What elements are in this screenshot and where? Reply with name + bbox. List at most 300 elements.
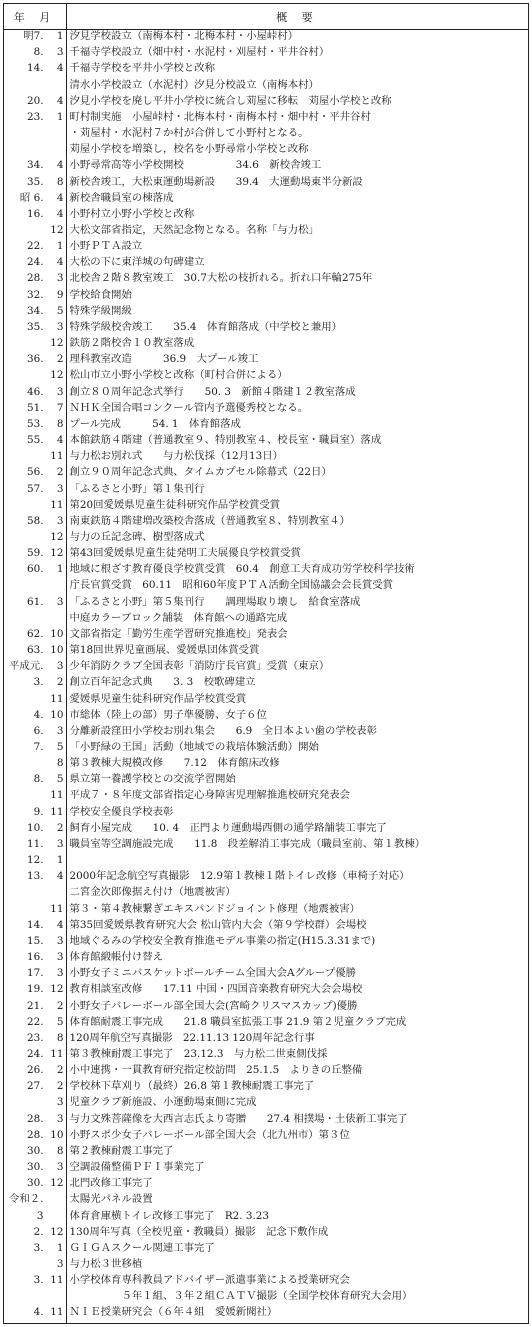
date-cell: [4, 854, 66, 870]
date-cell: [4, 1129, 66, 1145]
month-label: 11: [50, 902, 64, 915]
month-label: 4: [56, 256, 64, 269]
date-cell: [4, 1016, 66, 1032]
event-description: 中庭カラーブロック舗装 体育館への通路完成: [69, 611, 287, 624]
table-row: [4, 272, 528, 288]
event-description: 地域に根ざす教育優良学校賞受賞 60.4 創意工夫育成功労学校科学技術: [69, 563, 415, 576]
table-row: [4, 1242, 528, 1258]
event-description: 飼育小屋完成 10. 4 正門より運動場西側の通学路舗装工事完了: [69, 821, 387, 834]
date-cell: [4, 353, 66, 369]
month-label: 7: [56, 401, 64, 414]
event-description: 第18回世界児童画展、愛媛県団体賞受賞: [69, 644, 260, 657]
table-row: [4, 240, 528, 256]
year-label: 24.: [26, 1047, 44, 1060]
date-cell: [4, 983, 66, 999]
month-label: 4: [56, 191, 64, 204]
event-description: 小野ＰＴＡ設立: [69, 240, 143, 253]
event-description: 本館鉄筋４階建（普通教室９、特別教室４、校長室・職員室）落成: [69, 434, 382, 447]
date-cell: [4, 1000, 66, 1016]
year-label: [4, 499, 44, 511]
table-row: [4, 660, 528, 676]
table-row: [4, 531, 528, 547]
month-label: 3: [56, 482, 64, 495]
date-cell: [4, 418, 66, 434]
date-cell: [4, 143, 66, 159]
month-label: 11: [50, 498, 64, 511]
year-label: 22.: [26, 240, 44, 253]
month-label: 3: [56, 385, 64, 398]
table-row: [4, 967, 528, 983]
year-label: 3.: [33, 1241, 44, 1254]
year-label: 6.: [33, 724, 44, 737]
table-row: [4, 337, 528, 353]
table-row: [4, 789, 528, 805]
year-label: 13.: [26, 870, 44, 883]
table-row: [4, 822, 528, 838]
event-description: 特殊学級開級: [69, 304, 132, 317]
year-label: 55.: [26, 434, 44, 447]
date-cell: [4, 1113, 66, 1129]
event-description: 大松の下に東洋城の句碑建立: [69, 256, 205, 269]
date-cell: [4, 741, 66, 757]
month-label: 2: [56, 999, 64, 1012]
event-description: 町村制実施 小屋峠村・北梅本村・南梅本村・畑中村・平井谷村: [69, 110, 371, 123]
event-description: 小野女子バレーボール部全国大会(宮崎クリスマスカップ)優勝: [69, 999, 358, 1012]
month-label: 12: [50, 983, 64, 996]
date-cell: [4, 30, 66, 47]
date-cell: [4, 1145, 66, 1161]
month-label: 4: [56, 62, 64, 75]
event-description: 第２教棟耐震工事完了: [69, 1144, 174, 1157]
event-description: 地域ぐるみの学校安全教育推進モデル事業の指定(H15.3.31まで): [69, 934, 376, 947]
year-label: 46.: [26, 385, 44, 398]
month-label: 8: [56, 175, 64, 188]
month-label: 10: [50, 644, 64, 657]
date-cell: [4, 1306, 66, 1323]
table-row: [4, 983, 528, 999]
table-row: [4, 369, 528, 385]
year-label: 26.: [26, 1064, 44, 1077]
event-description: 与力の丘記念碑、樹型落成式: [69, 530, 205, 543]
month-label: 3: [56, 967, 64, 980]
date-cell: [4, 305, 66, 321]
event-description: 平成７・８年度文部省指定心身障害児理解推進校研究発表会: [69, 789, 351, 802]
month-label: 2: [56, 821, 64, 834]
event-description: 体育倉庫横トイレ改修工事完了 R2. 3.23: [69, 1209, 270, 1222]
table-row: [4, 935, 528, 951]
table-row: [4, 1210, 528, 1226]
date-cell: [4, 386, 66, 402]
date-cell: [4, 483, 66, 499]
year-label: 23.: [26, 1031, 44, 1044]
table-row: [4, 644, 528, 660]
event-description: 職員室等空調施設完成 11.8 段差解消工事完成（職員室前、第１教棟）: [69, 837, 426, 850]
month-label: 2: [56, 676, 64, 689]
month-label: 1: [56, 854, 64, 867]
table-row: [4, 434, 528, 450]
month-label: 3: [56, 46, 64, 59]
month-label: [44, 1193, 64, 1205]
date-cell: [4, 1210, 66, 1226]
event-description: 空調設備整備ＰＦＩ事業完了: [69, 1161, 205, 1174]
event-description: 第３教棟耐震工事完了 23.12.3 与力松二世東側伐採: [69, 1047, 328, 1060]
event-description: 鉄筋２階校舎１０教室落成: [69, 337, 195, 350]
year-label: 23.: [26, 110, 44, 123]
date-cell: [4, 1161, 66, 1177]
year-label: 30.: [26, 1161, 44, 1174]
year-label: [4, 1096, 44, 1108]
month-label: 2: [56, 1064, 64, 1077]
event-description: 「ふるさと小野」第５集刊行 調理場取り壊し 給食室落成: [69, 595, 361, 608]
table-row: [4, 1306, 528, 1323]
date-cell: [4, 95, 66, 111]
event-description: ・苅屋村・水泥村７か村が合併して小野村となる。: [69, 127, 309, 140]
date-cell: [4, 547, 66, 563]
year-label: 24.: [26, 256, 44, 269]
year-label: 28.: [26, 1128, 44, 1141]
date-cell: [4, 628, 66, 644]
month-label: 4: [56, 918, 64, 931]
event-description: 分離新設窪田小学校お別れ集会 6.9 全日本よい歯の学校表彰: [69, 724, 377, 737]
event-description: 清水小学校設立（水泥村）汐見分校設立（南梅本村）: [69, 78, 319, 91]
event-description: 汐見小学校を廃し平井小学校に統合し苅屋に移転 苅屋小学校と改称: [69, 94, 392, 107]
year-label: 4.: [33, 708, 44, 721]
month-label: 5: [56, 1015, 64, 1028]
event-description: 二宮金次郎像据え付け（地震被害）: [69, 886, 236, 899]
date-cell: [4, 159, 66, 175]
event-description: 児童クラブ新施設、小運動場東側に完成: [69, 1096, 257, 1109]
date-cell: [4, 757, 66, 773]
table-row: [4, 1113, 528, 1129]
table-row: [4, 1177, 528, 1193]
year-label: 61.: [26, 595, 44, 608]
event-description: 少年消防クラブ全国表彰「消防庁長官賞」受賞（東京）: [69, 660, 330, 673]
year-label: [4, 1258, 44, 1270]
event-description: 千福寺学校設立（畑中村・水泥村・刈屋村・平井谷村）: [69, 46, 330, 59]
table-row: [4, 919, 528, 935]
month-label: 3: [56, 1096, 64, 1109]
table-row: [4, 547, 528, 563]
event-description: 与力松３世移植: [69, 1258, 143, 1270]
year-label: 34.: [26, 159, 44, 172]
date-cell: [4, 579, 66, 595]
year-label: 3.: [33, 1274, 44, 1287]
table-row: [4, 1080, 528, 1096]
event-description: 愛媛県児童生徒科研究作品学校賞受賞: [69, 692, 247, 705]
year-label: 8.: [33, 46, 44, 59]
month-label: 2: [56, 466, 64, 479]
table-row: [4, 176, 528, 192]
year-label: 3.: [33, 676, 44, 689]
month-label: 3: [56, 514, 64, 527]
table-row: [4, 1129, 528, 1145]
year-label: 4.: [33, 1306, 44, 1319]
table-row: [4, 1016, 528, 1032]
month-label: 3: [56, 837, 64, 850]
year-label: 21.: [26, 999, 44, 1012]
table-row: [4, 1032, 528, 1048]
year-label: 28.: [26, 1112, 44, 1125]
event-description: ＮＩＥ授業研究会（６年４組 愛媛新聞社）: [69, 1306, 278, 1319]
event-description: 130周年写真（全校児童・教職員）撮影 記念下敷作成: [69, 1225, 329, 1238]
table-row: [4, 208, 528, 224]
table-row: [4, 321, 528, 337]
date-cell: [4, 111, 66, 127]
year-label: 59.: [26, 547, 44, 560]
year-label: 35.: [26, 175, 44, 188]
month-label: 11: [50, 789, 64, 802]
year-label: 明7.: [23, 30, 44, 42]
date-cell: [4, 644, 66, 660]
month-label: 1: [56, 240, 64, 253]
event-description: 教育相談室改修 17.11 中国・四国音楽教育研究大会会場校: [69, 983, 363, 996]
date-cell: [4, 903, 66, 919]
month-label: 12: [50, 1225, 64, 1238]
month-label: 12: [50, 1177, 64, 1190]
year-label: [4, 337, 44, 349]
event-description: 大松文部省指定，天然記念物となる。名称「与力松」: [69, 224, 319, 236]
table-row: [4, 515, 528, 531]
date-cell: [4, 612, 66, 628]
table-row: [4, 127, 528, 143]
event-description: 小野スポ少女子バレーボール部全国大会（北九州市）第３位: [69, 1128, 350, 1141]
month-label: 3: [56, 724, 64, 737]
event-description: 新校舎職員室の棟落成: [69, 191, 174, 204]
table-row: [4, 596, 528, 612]
month-label: 8: [56, 1144, 64, 1157]
date-cell: [4, 919, 66, 935]
event-description: 新校舎竣工，大松東運動場新設 39.4 大運動場東半分新設: [69, 175, 363, 188]
table-row: [4, 353, 528, 369]
date-cell: [4, 1226, 66, 1242]
table-row: [4, 1226, 528, 1242]
year-label: 56.: [26, 466, 44, 479]
table-row: [4, 483, 528, 499]
month-label: 5: [56, 741, 64, 753]
date-cell: [4, 450, 66, 466]
table-row: [4, 725, 528, 741]
table-row: [4, 1096, 528, 1112]
date-cell: [4, 499, 66, 515]
event-description: ５年１組、３年２組ＣＡＴＶ撮影（全国学校体育研究大会用）: [69, 1290, 413, 1303]
date-cell: [4, 1032, 66, 1048]
year-label: 昭 6.: [19, 191, 44, 204]
year-label: 57.: [26, 482, 44, 495]
month-label: 11: [50, 1306, 64, 1319]
event-description: 創立９０周年記念式典、タイムカプセル除幕式（22日）: [69, 466, 332, 479]
month-label: 1: [56, 110, 64, 123]
date-column-header: 年 月: [4, 4, 66, 30]
month-label: 3: [56, 272, 64, 285]
table-row: [4, 418, 528, 434]
table-row: [4, 1145, 528, 1161]
table-row: [4, 466, 528, 482]
table-row: [4, 1258, 528, 1274]
table-row: [4, 806, 528, 822]
date-cell: [4, 240, 66, 256]
month-label: 2: [56, 1080, 64, 1093]
event-description: 与力文殊菩薩像を大西言志氏より寄贈 27.4 相撲場・土俵新工事完了: [69, 1112, 408, 1125]
month-label: 2: [56, 353, 64, 366]
month-label: 11: [50, 692, 64, 705]
table-row: [4, 612, 528, 628]
month-label: 4: [56, 94, 64, 107]
table-row: [4, 741, 528, 757]
event-description: 小野尋常高等小学校開校 34.6 新校舎竣工: [69, 159, 322, 172]
event-description: 体育館耐震工事完成 21.8 職員室拡張工事 21.9 第２児童クラブ完成: [69, 1015, 407, 1028]
year-label: 10.: [26, 821, 44, 834]
date-cell: [4, 967, 66, 983]
date-cell: [4, 725, 66, 741]
event-description: 苅屋小学校を増築し，校名を小野尋常小学校と改称: [69, 143, 309, 156]
year-label: 58.: [26, 514, 44, 527]
year-label: 19.: [26, 983, 44, 996]
date-cell: [4, 822, 66, 838]
table-row: [4, 870, 528, 886]
year-label: 32.: [26, 288, 44, 301]
table-row: [4, 1064, 528, 1080]
date-cell: [4, 1258, 66, 1274]
event-description: 学校林下草刈り（最終）26.8 第１教棟耐震工事完了: [69, 1080, 315, 1093]
date-cell: [4, 1096, 66, 1112]
table-row: [4, 886, 528, 902]
year-label: 62.: [26, 627, 44, 640]
date-cell: [4, 289, 66, 305]
year-label: 16.: [26, 951, 44, 964]
year-label: 2.: [33, 1225, 44, 1238]
month-label: 10: [50, 627, 64, 640]
month-label: 3: [56, 1112, 64, 1125]
month-label: 8: [56, 417, 64, 430]
event-description: 南東鉄筋４階建増改築校舎落成（普通教室８、特別教室４）: [69, 514, 351, 527]
date-cell: [4, 676, 66, 692]
table-row: [4, 111, 528, 127]
month-label: 12: [50, 369, 64, 382]
date-cell: [4, 806, 66, 822]
month-label: 5: [56, 773, 64, 786]
event-description: 理科教室改造 36.9 大プール竣工: [69, 353, 259, 366]
history-table: [3, 3, 529, 1324]
table-row: [4, 46, 528, 62]
month-label: 1: [56, 1241, 64, 1254]
date-cell: [4, 693, 66, 709]
event-description: 県立第一養護学校との交流学習開始: [69, 773, 236, 786]
year-label: 28.: [26, 272, 44, 285]
month-label: 10: [50, 708, 64, 721]
event-description: 庁長官賞受賞 60.11 昭和60年度ＰＴＡ活動全国協議会会長賞受賞: [69, 579, 394, 592]
table-row: [4, 1048, 528, 1064]
table-row: [4, 628, 528, 644]
month-label: 8: [56, 1031, 64, 1044]
table-row: [4, 579, 528, 595]
year-label: 27.: [26, 1080, 44, 1093]
event-description: 小野村立小野小学校と改称: [69, 207, 195, 220]
date-cell: [4, 62, 66, 78]
year-label: 22.: [26, 1015, 44, 1028]
date-cell: [4, 1290, 66, 1306]
date-cell: [4, 176, 66, 192]
table-row: [4, 1290, 528, 1306]
year-label: 30.: [26, 1144, 44, 1157]
date-cell: [4, 1274, 66, 1290]
year-label: [4, 531, 44, 543]
event-description: 創立８０周年記念式挙行 50. 3 新館４階建１２教室落成: [69, 385, 356, 398]
event-description: 北門改修工事完了: [69, 1177, 153, 1190]
event-description: 与力松お別れ式 与力松伐採（12月13日）: [69, 450, 283, 463]
month-label: 11: [50, 1047, 64, 1060]
date-cell: [4, 208, 66, 224]
event-description: 市総体（陸上の部）男子準優勝、女子６位: [69, 708, 267, 721]
table-row: [4, 450, 528, 466]
event-description: 第35回愛媛県教育研究大会 松山管内大会（第９学校群）会場校: [69, 918, 367, 931]
event-description: 小学校体育専科教員アドバイザー派遣事業による授業研究会: [69, 1274, 350, 1287]
month-label: 11: [50, 450, 64, 463]
year-label: [4, 757, 44, 769]
year-label: 51.: [26, 401, 44, 414]
year-label: [4, 450, 44, 462]
date-cell: [4, 46, 66, 62]
year-label: 11.: [26, 837, 44, 850]
table-row: [4, 192, 528, 208]
year-label: 3: [36, 1209, 44, 1222]
event-description: 第43回愛媛県児童生徒発明工夫展優良学校賞受賞: [69, 547, 301, 560]
date-cell: [4, 596, 66, 612]
year-label: [4, 224, 44, 236]
event-description: 第20回愛媛県児童生徒科研究作品学校賞受賞: [69, 498, 281, 511]
summary-column-header: 概 要: [66, 4, 528, 30]
month-label: [44, 1210, 64, 1222]
table-row: [4, 757, 528, 773]
date-cell: [4, 935, 66, 951]
table-row: [4, 1161, 528, 1177]
event-description: 北校舎２階８教室竣工 30.7大松の枝折れる。折れ口年輪275年: [69, 272, 373, 285]
event-description: 小野女子ミニバスケットボールチーム全国大会Aグループ優勝: [69, 967, 356, 980]
year-label: 16.: [26, 207, 44, 220]
month-label: 12: [50, 224, 64, 236]
year-label: 15.: [26, 934, 44, 947]
month-label: 9: [56, 288, 64, 301]
event-description: 汐見学校設立（南梅本村・北梅本村・小屋峠村）: [69, 30, 299, 42]
event-description: プール完成 54. 1 体育館落成: [69, 417, 241, 430]
table-row: [4, 402, 528, 418]
date-cell: [4, 951, 66, 967]
table-row: [4, 143, 528, 159]
date-cell: [4, 563, 66, 579]
year-label: 9.: [33, 805, 44, 818]
event-description: 千福寺学校を平井小学校と改称: [69, 62, 215, 75]
year-label: 36.: [26, 353, 44, 366]
year-label: [4, 903, 44, 915]
table-row: [4, 903, 528, 919]
table-row: [4, 159, 528, 175]
event-description: 第３教棟大規模改修 7.12 体育館床改修: [69, 757, 280, 770]
table-row: [4, 224, 528, 240]
header-row: [4, 4, 528, 30]
month-label: 8: [56, 757, 64, 770]
date-cell: [4, 1193, 66, 1209]
table-row: [4, 563, 528, 579]
table-row: [4, 1000, 528, 1016]
table-row: [4, 305, 528, 321]
year-label: [4, 693, 44, 705]
event-description: 太陽光パネル設置: [69, 1193, 153, 1206]
date-cell: [4, 79, 66, 95]
month-label: 3: [56, 660, 64, 673]
year-label: 12.: [26, 854, 44, 867]
date-cell: [4, 1064, 66, 1080]
date-cell: [4, 321, 66, 337]
month-label: 1: [56, 563, 64, 576]
